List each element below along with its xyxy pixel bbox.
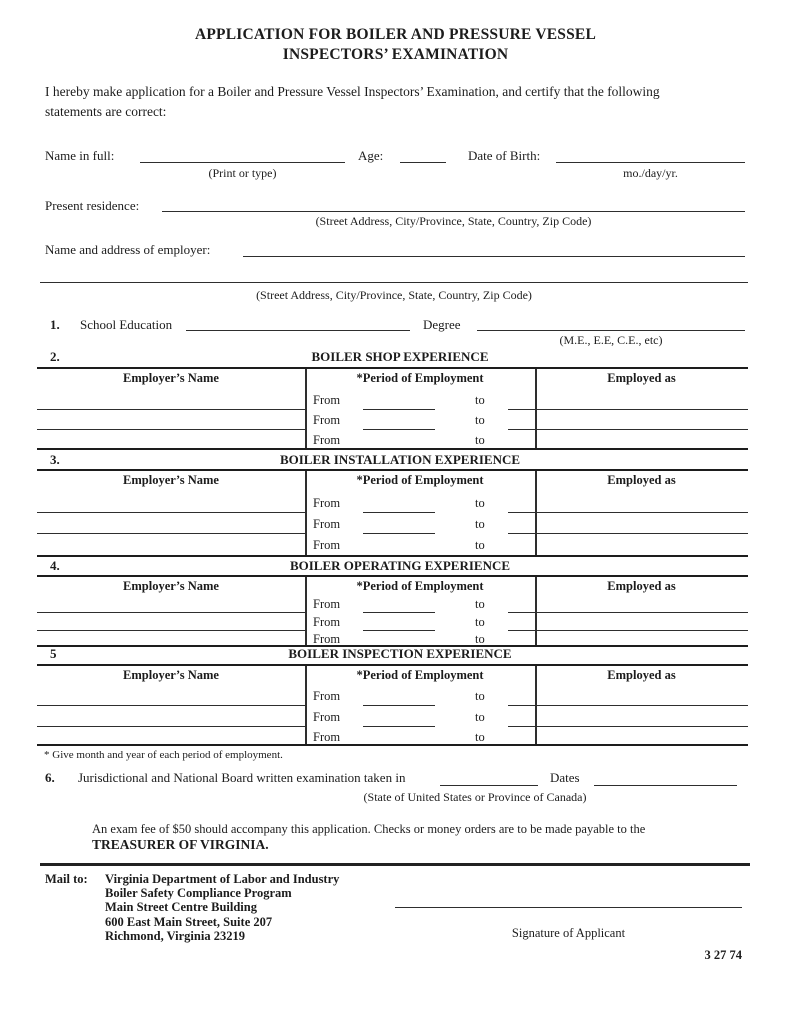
to-label: to <box>475 538 485 552</box>
degree-label: Degree <box>423 317 461 332</box>
from-label: From <box>313 730 341 744</box>
to-label: to <box>475 413 485 427</box>
print-or-type-caption: (Print or type) <box>208 166 277 180</box>
employer-name-column-header: Employer’s Name <box>123 579 219 593</box>
employer-name-input-line[interactable] <box>37 533 305 536</box>
to-label: to <box>475 689 485 703</box>
period-column-header: *Period of Employment <box>356 579 484 593</box>
from-date-input-line[interactable] <box>363 512 435 515</box>
to-date-input-line[interactable] <box>508 612 748 615</box>
section-6-number: 6. <box>45 770 55 785</box>
boiler-inspection-experience-table <box>37 664 748 746</box>
mailto-line-program: Boiler Safety Compliance Program <box>105 886 292 900</box>
employer-name-input-line[interactable] <box>37 429 305 432</box>
employer-name-column-header: Employer’s Name <box>123 473 219 487</box>
from-label: From <box>313 615 341 629</box>
from-label: From <box>313 538 341 552</box>
from-label: From <box>313 710 341 724</box>
to-date-input-line[interactable] <box>508 630 748 633</box>
section-5-title: BOILER INSPECTION EXPERIENCE <box>288 646 512 661</box>
mailto-line-city: Richmond, Virginia 23219 <box>105 929 245 943</box>
employer-name-input-line[interactable] <box>37 512 305 515</box>
section-2-title: BOILER SHOP EXPERIENCE <box>311 349 489 364</box>
employer-input-line-1[interactable] <box>243 241 745 257</box>
period-column-header: *Period of Employment <box>356 668 484 682</box>
from-date-input-line[interactable] <box>363 705 435 708</box>
date-of-birth-input-line[interactable] <box>556 147 745 163</box>
signature-of-applicant-label: Signature of Applicant <box>511 926 626 940</box>
employer-name-column-header: Employer’s Name <box>123 668 219 682</box>
to-date-input-line[interactable] <box>508 512 748 515</box>
employer-name-input-line[interactable] <box>37 612 305 615</box>
employer-name-input-line[interactable] <box>37 630 305 633</box>
from-label: From <box>313 632 341 646</box>
table-column-divider <box>305 471 307 555</box>
to-date-input-line[interactable] <box>508 533 748 536</box>
to-date-input-line[interactable] <box>508 429 748 432</box>
to-label: to <box>475 632 485 646</box>
boiler-operating-experience-table <box>37 575 748 647</box>
mo-day-yr-caption: mo./day/yr. <box>623 166 678 180</box>
employer-name-input-line[interactable] <box>37 409 305 412</box>
period-column-header: *Period of Employment <box>356 371 484 385</box>
name-input-line[interactable] <box>140 147 345 163</box>
employed-as-column-header: Employed as <box>607 473 676 487</box>
from-label: From <box>313 517 341 531</box>
exam-taken-in-label: Jurisdictional and National Board written examination taken in <box>78 770 406 785</box>
section-4-title: BOILER OPERATING EXPERIENCE <box>289 558 511 573</box>
name-in-full-label: Name in full: <box>45 148 115 163</box>
age-label: Age: <box>358 148 384 163</box>
table-column-divider <box>535 577 537 645</box>
exam-state-input-line[interactable] <box>440 770 538 786</box>
section-3-number: 3. <box>50 452 60 467</box>
section-5-number: 5 <box>50 646 57 661</box>
section-4-number: 4. <box>50 558 60 573</box>
to-label: to <box>475 393 485 407</box>
mailto-line-street: 600 East Main Street, Suite 207 <box>105 915 273 929</box>
mail-to-label: Mail to: <box>45 872 88 886</box>
present-residence-label: Present residence: <box>45 198 140 213</box>
signature-input-line[interactable] <box>395 892 742 908</box>
to-label: to <box>475 496 485 510</box>
from-label: From <box>313 393 341 407</box>
mailto-line-department: Virginia Department of Labor and Industry <box>105 872 340 886</box>
school-education-input-line[interactable] <box>186 315 410 331</box>
from-label: From <box>313 689 341 703</box>
age-input-line[interactable] <box>400 147 446 163</box>
to-label: to <box>475 433 485 447</box>
present-residence-input-line[interactable] <box>162 196 745 212</box>
footer-rule <box>40 863 750 866</box>
boiler-shop-experience-table <box>37 367 748 450</box>
from-label: From <box>313 597 341 611</box>
table-column-divider <box>535 666 537 744</box>
date-of-birth-label: Date of Birth: <box>468 148 541 163</box>
form-number: 3 27 74 <box>704 948 742 962</box>
mailto-line-building: Main Street Centre Building <box>105 900 257 914</box>
to-label: to <box>475 517 485 531</box>
to-label: to <box>475 710 485 724</box>
employer-name-column-header: Employer’s Name <box>123 371 219 385</box>
from-date-input-line[interactable] <box>363 533 435 536</box>
from-date-input-line[interactable] <box>363 726 435 729</box>
from-date-input-line[interactable] <box>363 409 435 412</box>
boiler-installation-experience-table <box>37 469 748 557</box>
employer-name-input-line[interactable] <box>37 726 305 729</box>
to-date-input-line[interactable] <box>508 409 748 412</box>
section-2-number: 2. <box>50 349 60 364</box>
period-column-header: *Period of Employment <box>356 473 484 487</box>
employer-name-address-label: Name and address of employer: <box>45 242 211 257</box>
employed-as-column-header: Employed as <box>607 371 676 385</box>
period-footnote: * Give month and year of each period of employment. <box>44 749 283 761</box>
to-label: to <box>475 730 485 744</box>
table-column-divider <box>305 666 307 744</box>
form-title-line2: INSPECTORS’ EXAMINATION <box>282 46 509 63</box>
exam-dates-input-line[interactable] <box>594 770 737 786</box>
to-label: to <box>475 615 485 629</box>
exam-fee-text: An exam fee of $50 should accompany this application. Checks or money orders are to be made payable to the <box>92 822 646 836</box>
degree-types-caption: (M.E., E.E, C.E., etc) <box>559 333 663 347</box>
treasurer-of-virginia-text: TREASURER OF VIRGINIA. <box>92 837 269 852</box>
from-label: From <box>313 413 341 427</box>
table-column-divider <box>535 369 537 448</box>
residence-address-caption: (Street Address, City/Province, State, Country, Zip Code) <box>315 214 592 228</box>
from-date-input-line[interactable] <box>363 429 435 432</box>
degree-input-line[interactable] <box>477 315 745 331</box>
table-column-divider <box>535 471 537 555</box>
dates-label: Dates <box>550 770 580 785</box>
table-column-divider <box>305 369 307 448</box>
employer-name-input-line[interactable] <box>37 705 305 708</box>
form-title-line1: APPLICATION FOR BOILER AND PRESSURE VESSEL <box>194 26 596 43</box>
from-label: From <box>313 496 341 510</box>
intro-paragraph: I hereby make application for a Boiler and Pressure Vessel Inspectors’ Examination, and certify that the following statements are correct: <box>45 84 660 119</box>
employer-address-caption: (Street Address, City/Province, State, Country, Zip Code) <box>256 288 532 302</box>
school-education-label: School Education <box>80 317 173 332</box>
to-date-input-line[interactable] <box>508 726 748 729</box>
state-province-caption: (State of United States or Province of Canada) <box>363 790 587 804</box>
table-column-divider <box>305 577 307 645</box>
from-date-input-line[interactable] <box>363 630 435 633</box>
section-1-number: 1. <box>50 317 60 332</box>
section-3-title: BOILER INSTALLATION EXPERIENCE <box>279 452 521 467</box>
employed-as-column-header: Employed as <box>607 579 676 593</box>
employer-input-line-2[interactable] <box>40 267 748 283</box>
from-date-input-line[interactable] <box>363 612 435 615</box>
from-label: From <box>313 433 341 447</box>
employed-as-column-header: Employed as <box>607 668 676 682</box>
to-date-input-line[interactable] <box>508 705 748 708</box>
to-label: to <box>475 597 485 611</box>
